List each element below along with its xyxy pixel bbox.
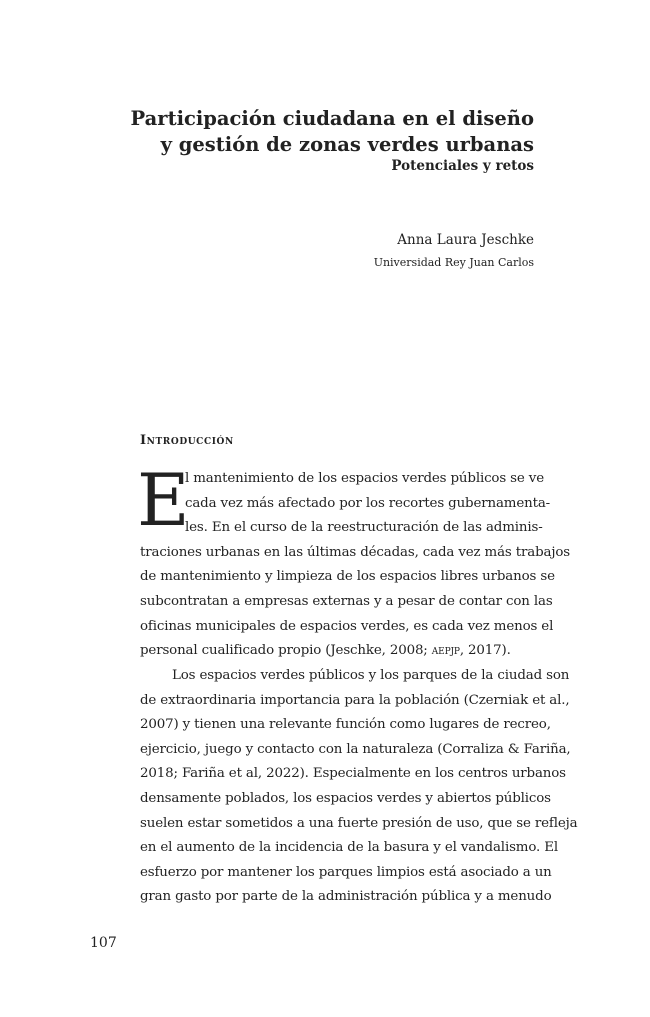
paragraph-1 xyxy=(140,467,570,664)
citation-acronym: aepjp xyxy=(431,643,460,659)
text-line: 2018; Fariña et al, 2022). Especialmente en los centros urbanos xyxy=(140,766,566,782)
text-line: esfuerzo por mantener los parques limpios está asociado a un xyxy=(140,864,552,880)
text-line: ejercicio, juego y contacto con la naturaleza (Corraliza & Fariña, xyxy=(140,741,571,757)
text-line: cada vez más afectado por los recortes gubernamenta- xyxy=(185,495,551,511)
text-segment: , 2017). xyxy=(459,643,511,659)
text-line: densamente poblados, los espacios verdes y abiertos públicos xyxy=(140,790,551,806)
text-line: subcontratan a empresas externas y a pesar de contar con las xyxy=(140,593,553,609)
text-line: les. En el curso de la reestructuración de las adminis- xyxy=(185,520,543,536)
text-line: l mantenimiento de los espacios verdes públicos se ve xyxy=(185,471,544,486)
chapter-title xyxy=(131,106,534,158)
author-affiliation: Universidad Rey Juan Carlos xyxy=(373,256,534,269)
text-line: suelen estar sometidos a una fuerte presión de uso, que se refleja xyxy=(140,815,578,831)
title-line-2: y gestión de zonas verdes urbanas xyxy=(160,133,534,156)
text-line: de extraordinaria importancia para la población (Czerniak et al., xyxy=(140,692,570,708)
text-line: en el aumento de la incidencia de la basura y el vandalismo. El xyxy=(140,840,558,856)
drop-cap: E xyxy=(137,458,190,542)
text-line: traciones urbanas en las últimas décadas, cada vez más trabajos xyxy=(140,544,570,560)
paragraph-2 xyxy=(140,664,578,910)
text-line: Los espacios verdes públicos y los parques de la ciudad son xyxy=(172,668,570,683)
text-line: de mantenimiento y limpieza de los espacios libres urbanos se xyxy=(140,569,555,585)
page-number: 107 xyxy=(90,935,117,951)
text-line: gran gasto por parte de la administración pública y a menudo xyxy=(140,889,552,905)
author-name: Anna Laura Jeschke xyxy=(397,232,534,248)
text-segment: personal cualificado propio (Jeschke, 2008; xyxy=(140,643,428,659)
title-line-1: Participación ciudadana en el diseño xyxy=(130,107,534,130)
text-line-last xyxy=(140,639,534,664)
text-line: oficinas municipales de espacios verdes, es cada vez menos el xyxy=(140,618,554,634)
text-line: 2007) y tienen una relevante función como lugares de recreo, xyxy=(140,717,551,733)
chapter-subtitle: Potenciales y retos xyxy=(391,158,534,174)
section-heading: Introducción xyxy=(140,433,234,448)
